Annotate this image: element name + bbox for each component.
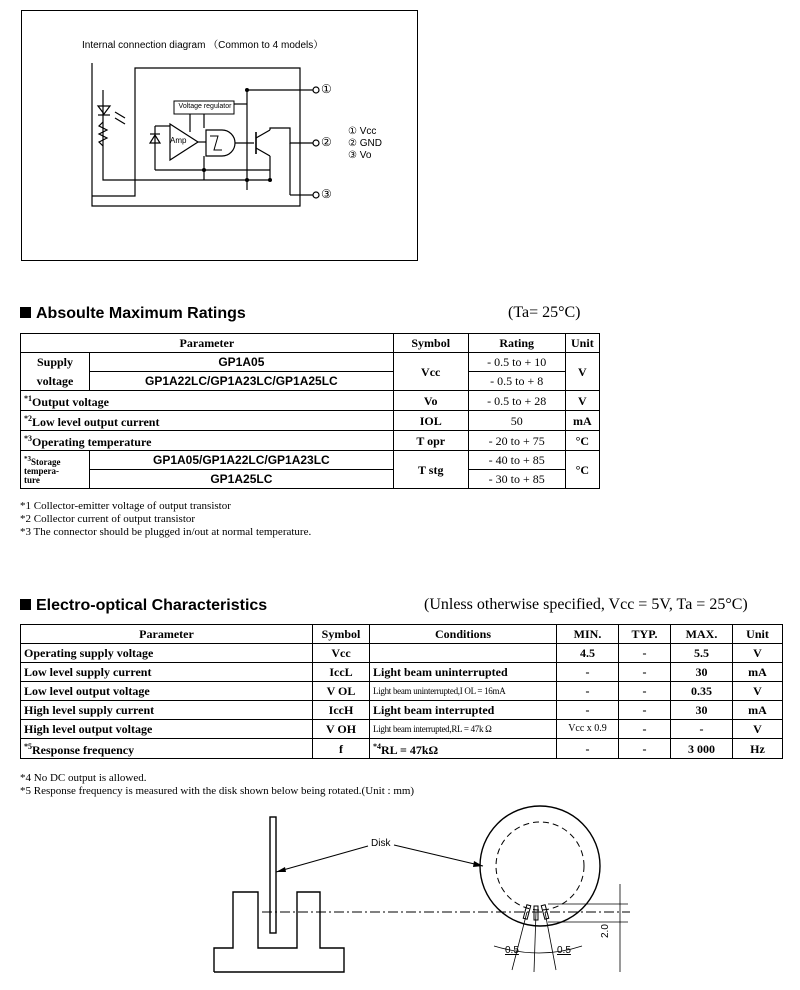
- pin-1-label: ①: [321, 82, 332, 96]
- note-mark-4: *4: [373, 742, 381, 751]
- eo-conditions: [370, 644, 557, 663]
- eo-table: [20, 624, 783, 759]
- abs-max-condition: (Ta= 25°C): [508, 304, 581, 321]
- abs-max-note-3: *3 The connector should be plugged in/out at normal temperature.: [20, 526, 312, 538]
- supply-label-1: Supply: [21, 353, 90, 372]
- storage-temp-rating-2: - 30 to + 85: [468, 470, 565, 489]
- eo-max: 30: [671, 701, 733, 720]
- disk-figure: [0, 800, 800, 990]
- output-voltage-rating: - 0.5 to + 28: [468, 391, 565, 411]
- eo-note-4: *4 No DC output is allowed.: [20, 772, 147, 784]
- operating-temp-text: Operating temperature: [32, 435, 152, 449]
- voltage-regulator-label: Voltage regulator: [178, 103, 232, 110]
- abs-max-header-unit: Unit: [565, 334, 599, 353]
- eo-header-symbol: Symbol: [313, 625, 370, 644]
- abs-max-notes: [20, 500, 311, 539]
- abs-max-header-symbol: Symbol: [393, 334, 468, 353]
- eo-typ: -: [619, 663, 671, 682]
- eo-conditions: [370, 739, 557, 759]
- eo-note-5: *5 Response frequency is measured with the disk shown below being rotated.(Unit : mm): [20, 785, 415, 797]
- storage-temp-rating-1: - 40 to + 85: [468, 451, 565, 470]
- note-mark-5: *5: [24, 742, 32, 751]
- disk-label: Disk: [371, 838, 391, 849]
- pin-2-label: ②: [321, 135, 332, 149]
- eo-param-text: Response frequency: [32, 743, 135, 757]
- low-level-current-symbol: IOL: [393, 411, 468, 431]
- eo-typ: -: [619, 720, 671, 739]
- eo-max: -: [671, 720, 733, 739]
- eo-param: [21, 739, 313, 759]
- abs-max-note-1: *1 Collector-emitter voltage of output transistor: [20, 500, 231, 512]
- led-symbol: [98, 106, 110, 114]
- abs-max-title: [20, 305, 246, 323]
- abs-max-note-2: *2 Collector current of output transistor: [20, 513, 196, 525]
- eo-param: Low level output voltage: [21, 682, 313, 701]
- eo-param: High level supply current: [21, 701, 313, 720]
- eo-title-text: Electro-optical Characteristics: [36, 597, 268, 614]
- amp-label: Amp: [170, 136, 187, 145]
- eo-max: 3 000: [671, 739, 733, 759]
- operating-temp-symbol: T opr: [393, 431, 468, 451]
- eo-condition: (Unless otherwise specified, Vcc = 5V, Ta = 25°C): [424, 596, 748, 613]
- supply-unit: V: [565, 353, 599, 391]
- eo-conditions: Light beam uninterrupted: [370, 663, 557, 682]
- table-row: [21, 663, 783, 682]
- table-row: [21, 644, 783, 663]
- storage-temp-text-1: Storage: [31, 456, 61, 467]
- eo-unit: mA: [733, 663, 783, 682]
- storage-temp-text-2: tempera-: [24, 465, 59, 476]
- eo-param: High level output voltage: [21, 720, 313, 739]
- note-mark-1: *1: [24, 394, 32, 403]
- disk-dim-right: 0.5: [557, 945, 571, 956]
- eo-max: 0.35: [671, 682, 733, 701]
- abs-max-header-rating: Rating: [468, 334, 565, 353]
- eo-conditions: Light beam interrupted: [370, 701, 557, 720]
- eo-header-unit: Unit: [733, 625, 783, 644]
- connector-outline: [214, 892, 344, 972]
- pin-3-label: ③: [321, 187, 332, 201]
- eo-unit: V: [733, 644, 783, 663]
- abs-max-title-text: Absoulte Maximum Ratings: [36, 305, 246, 322]
- supply-label-2: voltage: [21, 372, 90, 391]
- eo-param: Operating supply voltage: [21, 644, 313, 663]
- eo-symbol: V OH: [313, 720, 370, 739]
- schmitt-trigger-symbol: [206, 130, 235, 156]
- output-voltage-text: Output voltage: [32, 395, 110, 409]
- supply-model-1: GP1A05: [90, 353, 394, 372]
- eo-title: [20, 597, 267, 615]
- note-mark-3b: *3: [24, 454, 31, 463]
- table-row: [21, 720, 783, 739]
- abs-max-table: [20, 333, 600, 489]
- note-mark-2: *2: [24, 414, 32, 423]
- supply-symbol: Vcc: [393, 353, 468, 391]
- eo-symbol: V OL: [313, 682, 370, 701]
- pin-legend-vcc: ① Vcc: [348, 126, 377, 137]
- disk-dim-left: 0.5: [505, 945, 519, 956]
- eo-symbol: f: [313, 739, 370, 759]
- pin-legend-gnd: ② GND: [348, 138, 382, 149]
- low-level-current-label: [21, 411, 394, 431]
- module-frame: [92, 63, 300, 206]
- eo-conditions: Light beam interrupted,RL = 47k Ω: [370, 720, 557, 739]
- note-mark-3: *3: [24, 434, 32, 443]
- eo-max: 5.5: [671, 644, 733, 663]
- storage-model-1: GP1A05/GP1A22LC/GP1A23LC: [90, 451, 394, 470]
- output-voltage-unit: V: [565, 391, 599, 411]
- pin-legend: [348, 126, 382, 162]
- eo-header-typ: TYP.: [619, 625, 671, 644]
- eo-unit: V: [733, 682, 783, 701]
- eo-typ: -: [619, 739, 671, 759]
- eo-typ: -: [619, 701, 671, 720]
- disk-circle: [480, 806, 600, 926]
- eo-unit: V: [733, 720, 783, 739]
- low-level-current-unit: mA: [565, 411, 599, 431]
- storage-temp-symbol: T stg: [393, 451, 468, 489]
- storage-model-2: GP1A25LC: [90, 470, 394, 489]
- eo-unit: Hz: [733, 739, 783, 759]
- storage-temp-unit: °C: [565, 451, 599, 489]
- table-row: [21, 701, 783, 720]
- supply-rating-1: - 0.5 to + 10: [468, 353, 565, 372]
- storage-temp-label: [21, 451, 90, 489]
- disk-plate: [270, 817, 276, 933]
- low-level-current-rating: 50: [468, 411, 565, 431]
- operating-temp-label: [21, 431, 394, 451]
- supply-model-2: GP1A22LC/GP1A23LC/GP1A25LC: [90, 372, 394, 391]
- table-row: [21, 739, 783, 759]
- supply-rating-2: - 0.5 to + 8: [468, 372, 565, 391]
- section-bullet-icon: [20, 599, 31, 610]
- low-level-current-text: Low level output current: [32, 415, 160, 429]
- eo-min: -: [557, 701, 619, 720]
- eo-param: Low level supply current: [21, 663, 313, 682]
- eo-typ: -: [619, 644, 671, 663]
- operating-temp-unit: °C: [565, 431, 599, 451]
- operating-temp-rating: - 20 to + 75: [468, 431, 565, 451]
- eo-header-conditions: Conditions: [370, 625, 557, 644]
- eo-notes: [20, 772, 414, 798]
- eo-symbol: IccL: [313, 663, 370, 682]
- eo-conditions: Light beam uninterrupted,I OL = 16mA: [370, 682, 557, 701]
- eo-min: -: [557, 663, 619, 682]
- output-voltage-label: [21, 391, 394, 411]
- output-voltage-symbol: Vo: [393, 391, 468, 411]
- eo-conditions-text: RL = 47kΩ: [381, 743, 439, 757]
- storage-temp-text-3: ture: [24, 474, 40, 485]
- eo-symbol: IccH: [313, 701, 370, 720]
- abs-max-header-parameter: Parameter: [21, 334, 394, 353]
- eo-symbol: Vcc: [313, 644, 370, 663]
- eo-typ: -: [619, 682, 671, 701]
- connection-diagram-title: Internal connection diagram （Common to 4 models）: [82, 40, 324, 51]
- eo-max: 30: [671, 663, 733, 682]
- eo-min: -: [557, 682, 619, 701]
- eo-header-parameter: Parameter: [21, 625, 313, 644]
- eo-min: 4.5: [557, 644, 619, 663]
- section-bullet-icon: [20, 307, 31, 318]
- disk-slot-circle: [496, 822, 584, 910]
- eo-unit: mA: [733, 701, 783, 720]
- pin-legend-vo: ③ Vo: [348, 150, 372, 161]
- table-row: [21, 682, 783, 701]
- eo-header-max: MAX.: [671, 625, 733, 644]
- disk-dim-height: 2.0: [600, 924, 611, 938]
- eo-header-min: MIN.: [557, 625, 619, 644]
- eo-min: -: [557, 739, 619, 759]
- eo-min: Vcc x 0.9: [557, 720, 619, 739]
